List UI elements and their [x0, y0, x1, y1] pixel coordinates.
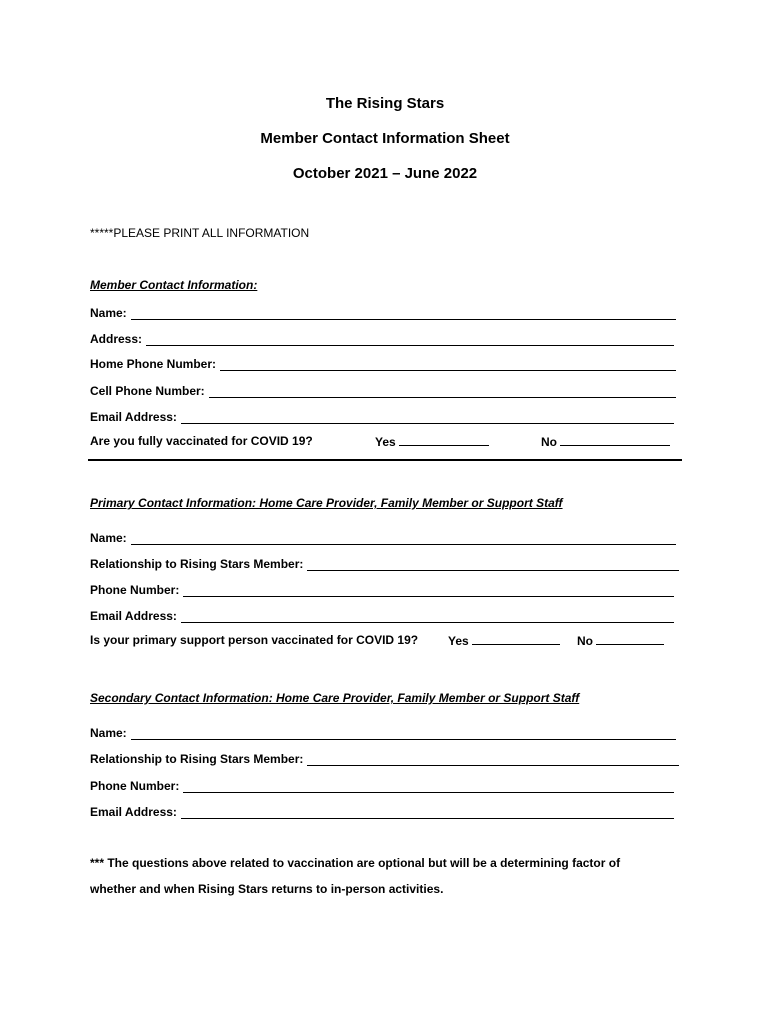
member-name-label: Name: [90, 306, 127, 320]
member-cell-phone-field[interactable] [90, 382, 676, 398]
secondary-email-label: Email Address: [90, 805, 177, 819]
secondary-relationship-field[interactable] [90, 750, 679, 766]
primary-vaccination-question: Is your primary support person vaccinated for COVID 19? [90, 633, 419, 647]
member-section-heading: Member Contact Information: [90, 278, 258, 292]
primary-section-heading: Primary Contact Information: Home Care Provider, Family Member or Support Staff [90, 496, 563, 510]
member-vaccinated-yes[interactable] [375, 434, 489, 449]
primary-phone-line[interactable] [183, 585, 674, 597]
primary-relationship-field[interactable] [90, 555, 679, 571]
season-dates: October 2021 – June 2022 [292, 165, 478, 182]
org-title: The Rising Stars [325, 95, 445, 112]
primary-vaccinated-no[interactable] [577, 633, 664, 648]
member-email-label: Email Address: [90, 410, 177, 424]
primary-relationship-label: Relationship to Rising Stars Member: [90, 557, 304, 571]
print-instruction: *****PLEASE PRINT ALL INFORMATION [90, 226, 310, 240]
secondary-name-field[interactable] [90, 724, 676, 740]
primary-name-line[interactable] [131, 533, 676, 545]
member-vaccinated-no[interactable] [541, 434, 670, 449]
member-no-label: No [541, 435, 557, 449]
primary-relationship-line[interactable] [307, 559, 679, 571]
secondary-section-heading: Secondary Contact Information: Home Care Provider, Family Member or Support Staff [90, 691, 580, 705]
primary-no-label: No [577, 634, 593, 648]
section-divider [88, 459, 682, 461]
primary-phone-field[interactable] [90, 581, 674, 597]
member-email-line[interactable] [181, 412, 674, 424]
member-cell-phone-label: Cell Phone Number: [90, 384, 205, 398]
member-name-field[interactable] [90, 304, 676, 320]
member-cell-phone-line[interactable] [209, 386, 676, 398]
member-home-phone-field[interactable] [90, 355, 676, 371]
primary-no-line[interactable] [596, 633, 664, 645]
form-title: Member Contact Information Sheet [260, 130, 510, 147]
secondary-name-line[interactable] [131, 728, 676, 740]
primary-email-field[interactable] [90, 607, 674, 623]
member-home-phone-line[interactable] [220, 359, 676, 371]
secondary-phone-field[interactable] [90, 777, 674, 793]
secondary-phone-label: Phone Number: [90, 779, 180, 793]
member-address-label: Address: [90, 332, 143, 346]
vaccination-footnote-line1: *** The questions above related to vaccination are optional but will be a determining factor of [90, 856, 621, 870]
primary-name-label: Name: [90, 531, 127, 545]
member-yes-line[interactable] [399, 434, 489, 446]
primary-email-label: Email Address: [90, 609, 177, 623]
primary-email-line[interactable] [181, 611, 674, 623]
secondary-relationship-label: Relationship to Rising Stars Member: [90, 752, 304, 766]
member-no-line[interactable] [560, 434, 670, 446]
member-yes-label: Yes [375, 435, 396, 449]
primary-name-field[interactable] [90, 529, 676, 545]
member-name-line[interactable] [131, 308, 676, 320]
member-vaccination-question: Are you fully vaccinated for COVID 19? [90, 434, 313, 448]
primary-phone-label: Phone Number: [90, 583, 180, 597]
secondary-phone-line[interactable] [183, 781, 674, 793]
member-address-field[interactable] [90, 330, 674, 346]
secondary-relationship-line[interactable] [307, 754, 679, 766]
secondary-email-line[interactable] [181, 807, 674, 819]
primary-vaccinated-yes[interactable] [448, 633, 560, 648]
primary-yes-line[interactable] [472, 633, 560, 645]
member-email-field[interactable] [90, 408, 674, 424]
member-address-line[interactable] [146, 334, 674, 346]
member-home-phone-label: Home Phone Number: [90, 357, 217, 371]
secondary-name-label: Name: [90, 726, 127, 740]
vaccination-footnote-line2: whether and when Rising Stars returns to in-person activities. [90, 882, 444, 896]
primary-yes-label: Yes [448, 634, 469, 648]
secondary-email-field[interactable] [90, 803, 674, 819]
